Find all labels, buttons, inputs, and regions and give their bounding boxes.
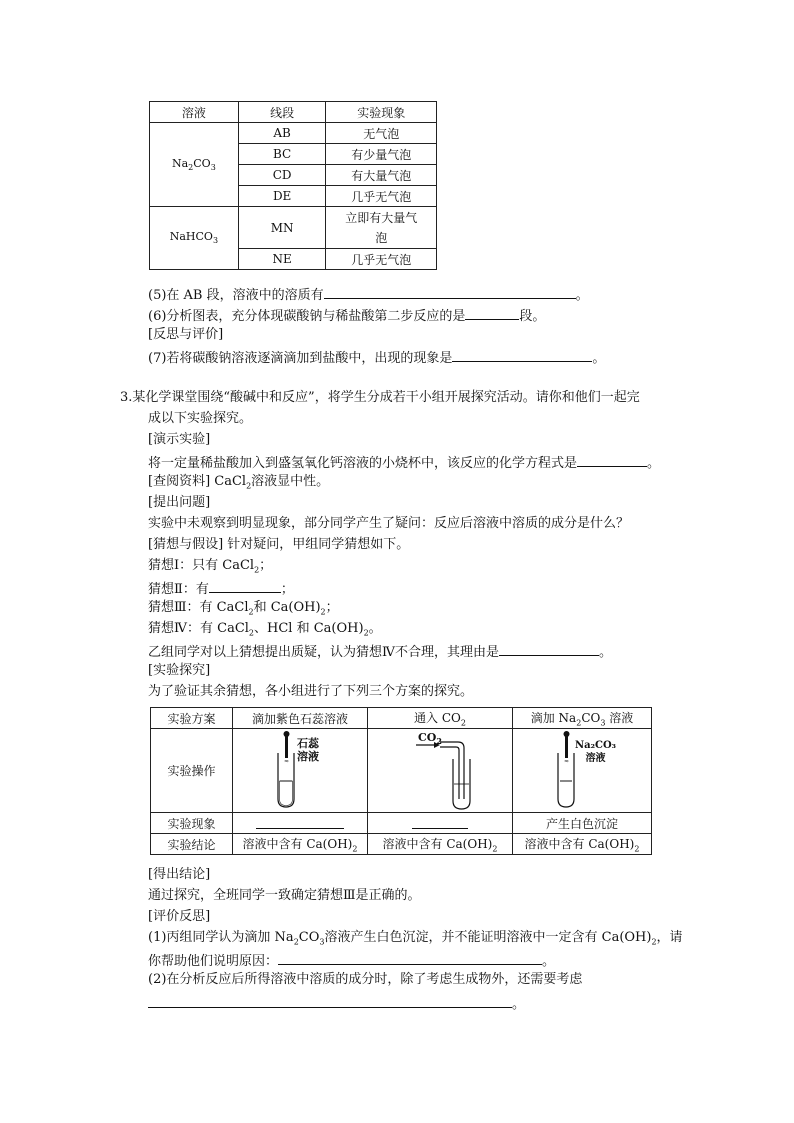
info-text: [查阅资料] CaCl$_2$溶液显中性。 <box>148 474 330 491</box>
reflection-1: (1)丙组同学认为滴加 $Na_2CO_3$溶液产生白色沉淀，并不能证明溶液中一定含有 $Ca(OH)_2$，请 <box>148 930 683 947</box>
hypothesis-heading: [猜想与假设] 针对疑问，甲组同学猜想如下。 <box>148 537 410 552</box>
phenomenon-cell: 有少量气泡 <box>326 144 437 165</box>
row-label: 实验操作 <box>151 729 233 813</box>
solution-cell-na2co3: $Na_2CO_3$ <box>150 123 239 207</box>
answer-blank[interactable] <box>465 305 519 320</box>
answer-blank[interactable] <box>278 950 542 965</box>
segment-cell: DE <box>238 186 326 207</box>
problem-3-intro-line1: 3.某化学课堂围绕“酸碱中和反应”，将学生分成若干小组开展探究活动。请你和他们一起完 <box>120 390 640 405</box>
conclusion-heading: [得出结论] <box>148 867 211 882</box>
hypothesis-4: 猜想Ⅳ：有 CaCl$_2$、HCl 和 $Ca(OH)_2$。 <box>148 621 382 638</box>
problem-3-intro-line2: 成以下实验探究。 <box>148 411 253 426</box>
table-header: 实验现象 <box>326 102 437 123</box>
reagent-label: 溶液 <box>585 753 606 764</box>
operation-cell-co2 <box>368 729 513 813</box>
plan-name: 通入 $CO_2$ <box>368 708 513 729</box>
plan-name: 滴加紫色石蕊溶液 <box>233 708 368 729</box>
answer-blank[interactable] <box>324 284 576 299</box>
gas-label: $CO_2$ <box>418 731 442 747</box>
reagent-label: Na₂CO₃ <box>575 740 617 751</box>
answer-blank[interactable] <box>148 993 512 1008</box>
answer-blank[interactable] <box>412 814 468 829</box>
answer-blank[interactable] <box>256 814 344 829</box>
explore-text: 为了验证其余猜想，各小组进行了下列三个方案的探究。 <box>148 684 474 699</box>
phenomenon-cell: 无气泡 <box>326 123 437 144</box>
conclusion-text: 通过探究，全班同学一致确定猜想Ⅲ是正确的。 <box>148 888 421 903</box>
conclusion-cell: 溶液中含有 $Ca(OH)_2$ <box>368 834 513 855</box>
segment-cell: AB <box>238 123 326 144</box>
question-7: (7)若将碳酸钠溶液逐滴滴加到盐酸中，出现的现象是 。 <box>148 347 605 368</box>
row-label: 实验结论 <box>151 834 233 855</box>
segment-phenomenon-table <box>149 101 437 270</box>
reflection-2-line2: 。 <box>148 993 525 1014</box>
phenomenon-cell: 立即有大量气 泡 <box>326 207 437 249</box>
phenomenon-cell: 有大量气泡 <box>326 165 437 186</box>
hypothesis-1: 猜想Ⅰ：只有 CaCl$_2$； <box>148 558 273 575</box>
segment-cell: MN <box>238 207 326 249</box>
reflection-1-line2: 你帮助他们说明原因： 。 <box>148 950 555 971</box>
explore-heading: [实验探究] <box>148 663 211 678</box>
segment-cell: NE <box>238 249 326 270</box>
phenomenon-cell: 产生白色沉淀 <box>513 813 652 834</box>
experiment-table <box>150 707 652 855</box>
question-5: (5)在 AB 段，溶液中的溶质有 。 <box>148 284 589 305</box>
answer-blank[interactable] <box>452 347 592 362</box>
phenomenon-cell: 几乎无气泡 <box>326 249 437 270</box>
operation-cell-na2co3 <box>513 729 652 813</box>
answer-blank[interactable] <box>499 641 599 656</box>
solution-cell-nahco3: NaHCO$_3$ <box>150 207 239 270</box>
row-label: 实验现象 <box>151 813 233 834</box>
question-text: 实验中未观察到明显现象，部分同学产生了疑问：反应后溶液中溶质的成分是什么？ <box>148 516 630 531</box>
segment-cell: CD <box>238 165 326 186</box>
svg-text:≈: ≈ <box>284 758 290 765</box>
reflect-heading: [反思与评价] <box>148 327 224 342</box>
answer-blank[interactable] <box>577 452 647 467</box>
hypothesis-3: 猜想Ⅲ：有 CaCl$_2$和 $Ca(OH)_2$； <box>148 600 339 617</box>
demo-heading: [演示实验] <box>148 432 211 447</box>
answer-blank[interactable] <box>209 578 281 593</box>
table-header: 线段 <box>238 102 326 123</box>
yizu-text: 乙组同学对以上猜想提出质疑，认为猜想Ⅳ不合理，其理由是 。 <box>148 641 612 662</box>
phenomenon-cell <box>368 813 513 834</box>
phenomenon-cell: 几乎无气泡 <box>326 186 437 207</box>
demo-text: 将一定量稀盐酸加入到盛氢氧化钙溶液的小烧杯中，该反应的化学方程式是 。 <box>148 452 660 473</box>
reflection-2: (2)在分析反应后所得溶液中溶质的成分时，除了考虑生成物外，还需要考虑 <box>148 972 583 987</box>
eval-heading: [评价反思] <box>148 909 211 924</box>
plan-name: 滴加 $Na_2CO_3$ 溶液 <box>513 708 652 729</box>
conclusion-cell: 溶液中含有 $Ca(OH)_2$ <box>513 834 652 855</box>
question-6: (6)分析图表，充分体现碳酸钠与稀盐酸第二步反应的是 段。 <box>148 305 545 326</box>
row-label: 实验方案 <box>151 708 233 729</box>
segment-cell: BC <box>238 144 326 165</box>
reagent-label: 石蕊 <box>297 737 319 750</box>
svg-text:≈: ≈ <box>564 758 570 765</box>
hypothesis-2: 猜想Ⅱ：有 ； <box>148 578 294 599</box>
conclusion-cell: 溶液中含有 $Ca(OH)_2$ <box>233 834 368 855</box>
reagent-label: 溶液 <box>297 750 319 763</box>
question-heading: [提出问题] <box>148 495 211 510</box>
table-header: 溶液 <box>150 102 239 123</box>
operation-cell-litmus <box>233 729 368 813</box>
phenomenon-cell <box>233 813 368 834</box>
